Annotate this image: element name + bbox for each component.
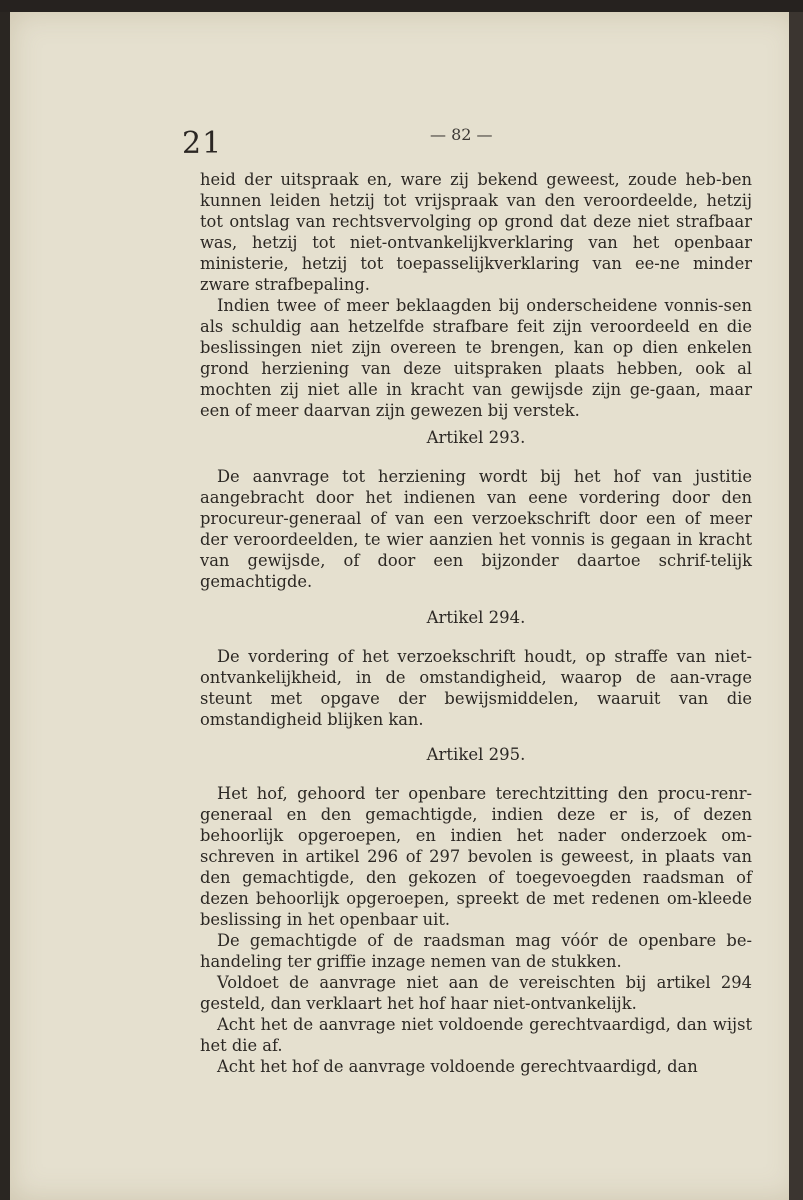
text-block-continuation xyxy=(200,169,752,421)
paragraph: De vordering of het verzoekschrift houdt, op straffe van niet-ontvankelijkheid, in de omstandigheid, waarop de aan-vrage steunt met opgave der bewijsmiddelen, waaruit van die omstandigheid blijken kan. xyxy=(200,647,752,729)
scan-top-edge xyxy=(0,0,803,12)
paragraph: De aanvrage tot herziening wordt bij het hof van justitie aangebracht door het indienen van eene vordering door den procureur-generaal of van een verzoekschrift door een of meer der veroordeelden, te wier aanzien het vonnis is gegaan in kracht van gewijsde, of door een bijzonder daartoe schrif-telijk gemachtigde. xyxy=(200,467,752,591)
paragraph: Acht het hof de aanvrage voldoende gerechtvaardigd, dan xyxy=(217,1057,698,1076)
article-295-body xyxy=(200,783,752,1077)
page-number: — 82 — xyxy=(430,125,493,144)
paragraph: Indien twee of meer beklaagden bij onderscheidene vonnis-sen als schuldig aan hetzelfde strafbare feit zijn veroordeeld en die beslissingen niet zijn overeen te brengen, kan op dien enkelen grond herziening van deze uitspraken plaats hebben, ook al mochten zij niet alle in kracht van gewijsde zijn ge-gaan, maar een of meer daarvan zijn gewezen bij verstek. xyxy=(200,296,752,420)
scan-right-edge xyxy=(789,12,803,1200)
paragraph: Voldoet de aanvrage niet aan de vereischten bij artikel 294 gesteld, dan verklaart het hof haar niet-ontvankelijk. xyxy=(200,973,752,1013)
article-293-body xyxy=(200,466,752,592)
article-294-heading: Artikel 294. xyxy=(426,608,526,627)
paragraph: heid der uitspraak en, ware zij bekend geweest, zoude heb-ben kunnen leiden hetzij tot vrijspraak van den veroordeelde, hetzij tot ontslag van rechtsvervolging op grond dat deze niet strafbaar was, hetzij tot niet-ontvankelijkverklaring van het openbaar ministerie, hetzij tot toepasselijkverklaring van ee-ne minder zware strafbepaling. xyxy=(200,170,752,294)
signature-mark: 21 xyxy=(182,126,223,161)
paragraph: Het hof, gehoord ter openbare terechtzitting den procu-renr-generaal en den gemachtigde, indien deze er is, of dezen behoorlijk opgeroepen, en indien het nader onderzoek om-schreven in artikel 296 of 297 bevolen is geweest, in plaats van den gemachtigde, den gekozen of toegevoegden raadsman of dezen behoorlijk opgeroepen, spreekt de met redenen om-kleede beslissing in het openbaar uit. xyxy=(200,784,752,929)
article-295-heading: Artikel 295. xyxy=(426,745,526,764)
article-293-heading: Artikel 293. xyxy=(426,428,526,447)
article-294-body xyxy=(200,646,752,730)
paragraph: De gemachtigde of de raadsman mag vóór de openbare be-handeling ter griffie inzage nemen van de stukken. xyxy=(200,931,752,971)
paragraph: Acht het de aanvrage niet voldoende gerechtvaardigd, dan wijst het die af. xyxy=(200,1015,752,1055)
